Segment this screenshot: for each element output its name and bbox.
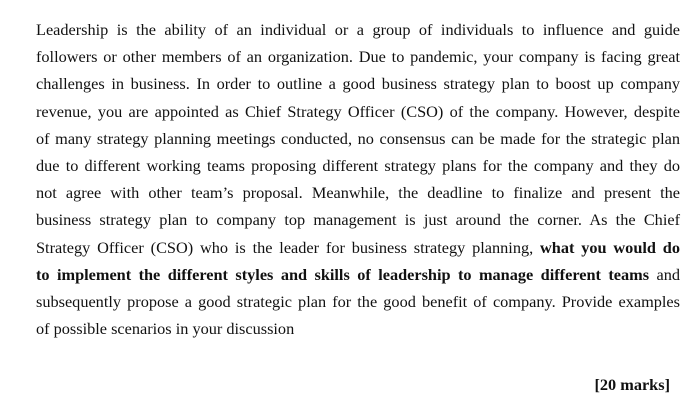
question-line-12: of possible scenarios in your discussion — [36, 319, 295, 339]
question-line-4: revenue, you are appointed as Chief Strategy Officer (CSO) of the company. However, despite — [36, 101, 680, 121]
question-line-9-text: Strategy Officer (CSO) who is the leader for business strategy planning, — [36, 237, 541, 257]
question-line-10-text: and — [649, 264, 681, 284]
question-line-9 — [36, 234, 680, 261]
question-line-3: challenges in business. In order to outline a good business strategy plan to boost up company — [36, 74, 680, 94]
question-line-2: followers or other members of an organization. Due to pandemic, your company is facing great — [36, 47, 680, 67]
marks-label: [20 marks] — [594, 375, 670, 394]
question-text — [36, 16, 680, 342]
question-line-5: of many strategy planning meetings conducted, no consensus can be made for the strategic plan — [36, 128, 680, 148]
question-line-10-bold: to implement the different styles and skills of leadership to manage different teams — [36, 264, 650, 284]
question-line-11: subsequently propose a good strategic plan for the good benefit of company. Provide examples — [36, 291, 680, 311]
question-line-7: not agree with other team’s proposal. Meanwhile, the deadline to finalize and present the — [36, 183, 680, 203]
question-line-8: business strategy plan to company top management is just around the corner. As the Chief — [36, 210, 680, 230]
question-line-6: due to different working teams proposing different strategy plans for the company and they do — [36, 155, 680, 175]
question-line-1: Leadership is the ability of an individual or a group of individuals to influence and guide — [36, 20, 680, 39]
question-line-9-bold: what you would do — [540, 237, 680, 257]
question-line-10 — [36, 261, 680, 288]
